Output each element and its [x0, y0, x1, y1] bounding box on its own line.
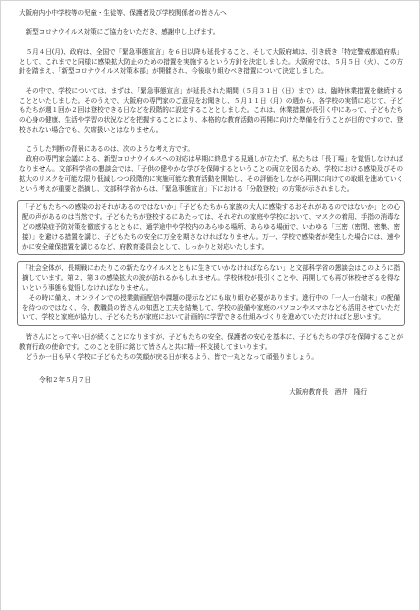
signer-name: 大阪府教育長 酒井 隆行 — [289, 387, 367, 396]
safety-measures-box — [17, 200, 405, 255]
paragraph-expert-opinion: 政府の専門家会議による、新型コロナウイルスへの対応は早期に終息する見通しが立たず、私たちは「長丁場」を覚悟しなければなりません。文部科学省の懇談会では、「子供の健やかな学びを保障するということの両立を図るため、学校における感染及びその拡大のリスクを可能な限り低減しつつ段階的に実施可能な教育活動を開始し、その評価をしながら再開に向けての取組を進めていくという考えが重要と指摘し、文部科学省からは、「緊急事態宣言」下における「分散登校」の方策が示されました。 — [19, 155, 403, 193]
paragraph-closing-wish: どうか一日も早く学校に子どもたちの笑顔が戻る日が来るよう、皆で一丸となって頑張りましょう。 — [25, 352, 318, 361]
paragraph-government-decision: ５月４日(月)、政府は、全国で「緊急事態宣言」を６日以降も延長すること、そして大阪府域は、引き続き「特定警戒都道府県」として、これまでと同様に感染拡大防止のための措置を実施するという方針を決定しました。大阪府では、５月５日（火）、この方針を踏まえ、「新型コロナウイルス対策本部」が開催され、今後取り組むべき措置について決定しました。 — [19, 47, 403, 76]
thanks-paragraph: 新型コロナウイルス対策にご協力をいただき、感謝申し上げます。 — [25, 28, 220, 37]
letter-date: 令和２年５月７日 — [39, 376, 91, 385]
addressee-line: 大阪府内小中学校等の児童・生徒等、保護者及び学校関係者の皆さんへ — [19, 9, 227, 17]
letter-body — [19, 9, 403, 398]
paragraph-safety-measures: 「子どもたちへの感染のおそれがあるのではないか」「子どもたちから家族の大人に感染するおそれがあるのではないか」との心配の声があるのは当然です。子どもたちが登校するにあたっては、それぞれの家庭や学校において、マスクの着用、手指の消毒などの感染症予防対策を徹底するとともに、通学途中や学校内のあらゆる場所、あらゆる場面で、いわゆる「三密（密閉、密集、密接）」を避ける措置を講じ、子どもたちの安全に万全を期さなければなりません。万一、学校で感染者が発生した場合には、速やかに安全確保措置を講じるなど、府教育委員会として、しっかりと対応いたします。 — [22, 203, 400, 251]
signature-block — [19, 376, 403, 386]
paragraph-online-learning: その時に備え、オンラインでの授業動画配信や課題の提示などにも取り組む必要があります。進行中の「一人一台端末」の配備を待つのではなく、今、教職員の皆さんの知恵と工夫を結集して、学校の設備や家庭のパソコンやスマホなども活用させていただいて、学校と家庭が協力し、子どもたちが家庭において計画的に学習できる仕組みづくりを進めていただければと思います。 — [22, 293, 400, 322]
paragraph-background-intro: こうした判断の背景にあるのは、次のような考え方です。 — [25, 145, 194, 154]
signer-row — [19, 388, 403, 398]
paragraph-long-term: 「社会全体が、長期戦にわたりこの新たなウイルスとともに生きていかなければならない」と文部科学省の懇談会はこのように指摘しています。第２、第３の感染拡大の波が訪れるかもしれません。学校休校が長引くことや、再開しても再び休校せざるを得ないという事態も覚悟しなければなりません。 — [22, 264, 400, 292]
paragraph-school-closure: その中で、学校については、まずは、「緊急事態宣言」が延長された期間（５月３１日（日）まで）は、臨時休業措置を継続することといたしました。そのうえで、大阪府の専門家のご意見をお聞きし、５月１１日（月）の週から、各学校の実情に応じて、子どもたちが週１回か２回は登校できる日などを段階的に設定することとしました。これは、休業措置が長引く中にあって、子どもたちの心身の健康、生活や学習の状況などを把握することにより、本格的な教育活動の再開に向けた準備を行うことが目的ですので、登校されない場合でも、欠席扱いとはなりません。 — [19, 86, 403, 134]
paragraph-closing-commitment: 皆さんにとって辛い日が続くことになりますが、子どもたちの安全、保護者の安心を基本に、子どもたちの学びを保障することが教育行政の使命です。このことを肝に銘じて皆さんと共に精一杯支援してまいります。 — [19, 333, 403, 351]
long-term-box — [17, 261, 405, 326]
